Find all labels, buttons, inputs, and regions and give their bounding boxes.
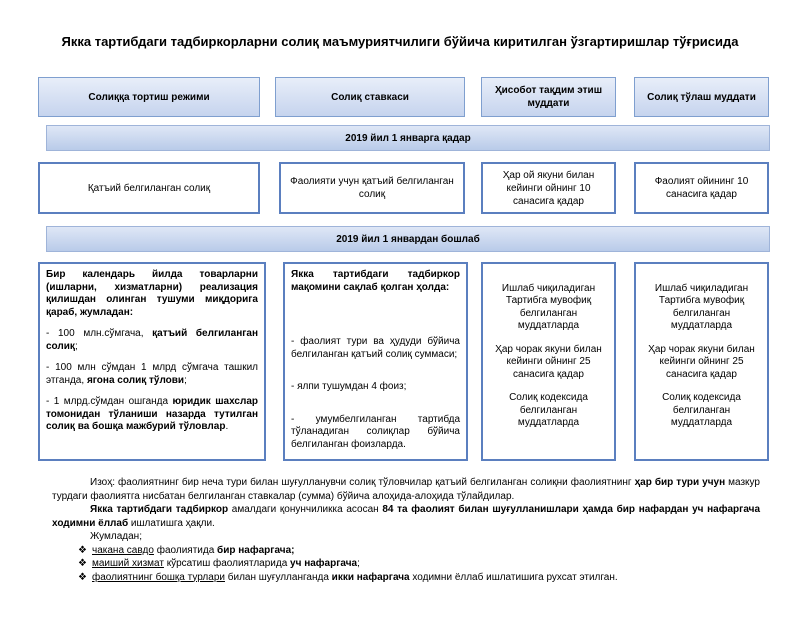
- note-paragraph-1: Изоҳ: фаолиятнинг бир неча тури билан шуғулланувчи солиқ тўловчилар қатъий белгиланган солиқни фаолиятнинг ҳар бир тури учун мазкур турдаги фаолиятга нисбатан белгиланган ставкалар (сумма) бўйича алоҳида-алоҳида тўлайдилар.: [52, 477, 760, 502]
- row1-rate: Фаолияти учун қатъий белгиланган солиқ: [279, 162, 465, 214]
- report-text-1: Ишлаб чиқиладиган Тартибга мувофиқ белгиланган муддатларда: [501, 282, 596, 331]
- header-report-deadline: Ҳисобот тақдим этиш муддати: [481, 77, 616, 117]
- regime-item-3: - 1 млрд.сўмдан ошганда юридик шахслар томонидан тўланиши назарда тутилган солиқ ва бошқа мажбурий тўловлар.: [46, 396, 258, 432]
- row2-regime: [38, 262, 266, 461]
- row1-regime: Қатъий белгиланган солиқ: [38, 162, 260, 214]
- note-bullet-3: ❖ фаолиятнинг бошқа турлари билан шуғулланганда икки нафаргача ходимни ёллаб ишлатишига рухсат этилган.: [78, 571, 618, 583]
- rate-intro: Якка тартибдаги тадбиркор мақомини сақлаб қолган ҳолда:: [291, 269, 460, 293]
- header-payment-deadline: Солиқ тўлаш муддати: [634, 77, 769, 117]
- row2-rate: [283, 262, 468, 461]
- payment-text-1: Ишлаб чиқиладиган Тартибга мувофиқ белгиланган муддатларда: [654, 282, 749, 331]
- header-tax-rate: Солиқ ставкаси: [275, 77, 465, 117]
- note-section: [52, 476, 760, 584]
- page-title: Якка тартибдаги тадбиркорларни солиқ маъмуриятчилиги бўйича киритилган ўзгартиришлар тўғрисида: [61, 34, 739, 49]
- bullet-diamond-icon: ❖: [78, 558, 87, 569]
- period-band-before-2019: 2019 йил 1 январга қадар: [46, 125, 770, 151]
- period-band-from-2019: 2019 йил 1 январдан бошлаб: [46, 226, 770, 252]
- row2-report: [481, 262, 616, 461]
- note-paragraph-3: Жумладан;: [90, 531, 142, 542]
- note-bullet-1: ❖ чакана савдо фаолиятида бир нафаргача;: [78, 544, 295, 556]
- header-tax-regime: Солиққа тортиш режими: [38, 77, 260, 117]
- report-text-3: Солиқ кодексида белгиланган муддатларда: [509, 392, 588, 428]
- note-bullet-2: ❖ маиший хизмат кўрсатиш фаолиятларида уч нафаргача;: [78, 558, 360, 569]
- rate-item-1: - фаолият тури ва ҳудуди бўйича белгиланган қатъий солиқ суммаси;: [291, 336, 460, 360]
- regime-item-1: - 100 млн.сўмгача, қатъий белгиланган солиқ;: [46, 328, 258, 352]
- row2-payment: [634, 262, 769, 461]
- rate-item-2: - ялпи тушумдан 4 фоиз;: [291, 381, 407, 392]
- payment-text-2: Ҳар чорак якуни билан кейинги ойнинг 25 санасига қадар: [648, 343, 755, 380]
- rate-item-3: - умумбелгиланган тартибда тўланадиган солиқлар бўйича белгиланган фоизларда.: [291, 413, 460, 450]
- bullet-diamond-icon: ❖: [78, 544, 87, 556]
- payment-text-3: Солиқ кодексида белгиланган муддатларда: [662, 392, 741, 428]
- report-text-2: Ҳар чорак якуни билан кейинги ойнинг 25 санасига қадар: [495, 343, 602, 380]
- note-paragraph-2: Якка тартибдаги тадбиркор амалдаги қонунчиликка асосан 84 та фаолият билан шуғулланишлари ҳамда бир нафардан уч нафаргача ходимни ёллаб ишлатишга ҳақли.: [52, 504, 761, 529]
- row1-report: Ҳар ой якуни билан кейинги ойнинг 10 санасига қадар: [481, 162, 616, 214]
- regime-intro: Бир календарь йилда товарларни (ишларни, хизматларни) реализация қилишдан олинган тушуми миқдорига қараб, жумладан:: [46, 269, 258, 318]
- regime-item-2: - 100 млн сўмдан 1 млрд сўмгача ташкил этганда, ягона солиқ тўлови;: [46, 362, 258, 386]
- bullet-diamond-icon: ❖: [78, 571, 87, 583]
- row1-payment: Фаолият ойининг 10 санасига қадар: [634, 162, 769, 214]
